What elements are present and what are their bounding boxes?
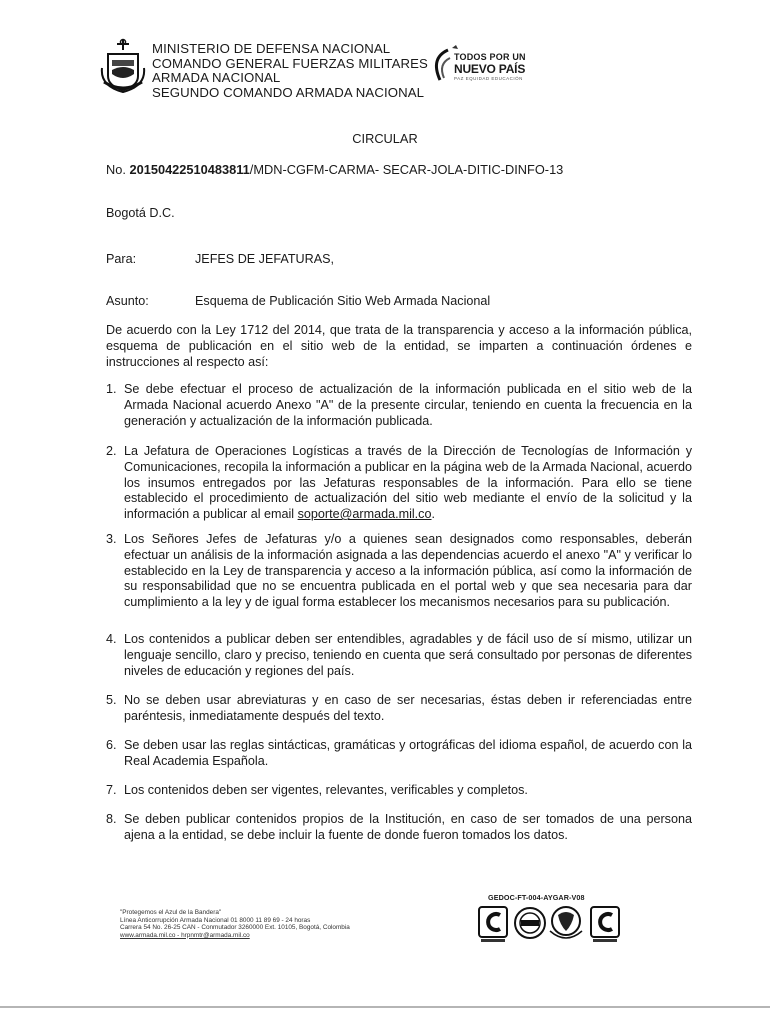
- number-radicado: 20150422510483811: [129, 162, 250, 177]
- item-text-block: [124, 444, 692, 523]
- city-date: Bogotá D.C.: [106, 206, 175, 220]
- para-value: JEFES DE JEFATURAS,: [195, 252, 335, 266]
- item-number: 3.: [106, 532, 117, 546]
- item-number: 2.: [106, 444, 117, 458]
- header-line: ARMADA NACIONAL: [152, 70, 281, 86]
- certification-seal-icon: [588, 903, 624, 947]
- item-number: 6.: [106, 738, 117, 752]
- institution-header: [152, 42, 428, 100]
- number-prefix: No.: [106, 162, 130, 177]
- list-item: [106, 812, 692, 844]
- certification-seal-icon: [512, 903, 548, 947]
- scan-edge-line: [0, 1006, 770, 1008]
- header-line: COMANDO GENERAL FUERZAS MILITARES: [152, 55, 428, 71]
- document-number: [106, 162, 563, 177]
- item-text: Se deben usar las reglas sintácticas, gramáticas y ortográficas del idioma español, de acuerdo con la Real Academia Española.: [124, 738, 692, 768]
- item-text: Los contenidos deben ser vigentes, relevantes, verificables y completos.: [124, 783, 528, 797]
- brand-name: NUEVO PAÍS: [454, 62, 526, 76]
- footer-line: Carrera 54 No. 26-25 CAN - Conmutador 3260000 Ext. 10105, Bogotá, Colombia: [120, 924, 350, 932]
- list-item: [106, 532, 692, 611]
- list-item: [106, 632, 692, 679]
- item-number: 4.: [106, 632, 117, 646]
- footer-line: "Protegemos el Azul de la Bandera": [120, 909, 222, 916]
- header-line: SEGUNDO COMANDO ARMADA NACIONAL: [152, 84, 425, 100]
- certification-seal-icon: [548, 903, 584, 947]
- asunto-value: Esquema de Publicación Sitio Web Armada Nacional: [195, 294, 491, 308]
- item-text: Los contenidos a publicar deben ser entendibles, agradables y de fácil uso de sí mismo, utilizar un lenguaje sencillo, claro y preciso, teniendo en cuenta que será consultado por personas de diferentes niveles de educación y regiones del país.: [124, 632, 692, 678]
- item-text: Se deben publicar contenidos propios de la Institución, en caso de ser tomados de una persona ajena a la entidad, se debe incluir la fuente de donde fueron tomados los datos.: [124, 812, 692, 842]
- item-text: Se debe efectuar el proceso de actualización de la información publicada en el sitio web de la Armada Nacional acuerdo Anexo "A" de la presente circular, teniendo en cuenta la frecuencia en la generación y actualización de la información publicada.: [124, 382, 692, 428]
- document-code: GEDOC-FT-004-AYGAR-V08: [488, 893, 585, 902]
- item-number: 7.: [106, 783, 117, 797]
- item-text: Los Señores Jefes de Jefaturas y/o a quienes sean designados como responsables, deberán efectuar un análisis de la información asignada a las dependencias acuerdo el anexo "A" y verificar lo establecido en la Ley de transparencia y acceso a la información pública, así como la información de su responsabilidad que no se encuentra publicada en el portal web y que sea necesaria para dar cumplimiento a la ley y de igual forma establecer los mecanismos necesarios para su publicación.: [124, 532, 692, 610]
- list-item: [106, 738, 692, 770]
- item-number: 5.: [106, 693, 117, 707]
- certification-seal-icon: [476, 903, 512, 947]
- asunto-label: Asunto:: [106, 294, 149, 308]
- list-item: [106, 382, 692, 429]
- document-title: CIRCULAR: [352, 131, 418, 146]
- footer-line: Línea Anticorrupción Armada Nacional 01 8000 11 89 69 - 24 horas: [120, 916, 311, 924]
- navy-seal-icon: [100, 38, 146, 94]
- intro-paragraph: De acuerdo con la Ley 1712 del 2014, que trata de la transparencia y acceso a la información pública, esquema de publicación en el sitio web de la entidad, se imparten a continuación órdenes e instrucciones al respecto así:: [106, 323, 692, 369]
- item-text-end: .: [431, 507, 435, 522]
- header-line: MINISTERIO DE DEFENSA NACIONAL: [152, 41, 391, 56]
- item-number: 8.: [106, 812, 117, 826]
- footer-contact: [120, 909, 350, 939]
- item-number: 1.: [106, 382, 117, 396]
- item-text: La Jefatura de Operaciones Logísticas a través de la Dirección de Tecnologías de Información y Comunicaciones, recopila la información a publicar en la página web de la Armada Nacional, acuerdo los insumos entregados por las Jefaturas responsables de la información. Para ello se tiene establecido el procedimiento de actualización del sitio web mediante el envío de la solicitud y la información a publicar al email: [124, 444, 692, 522]
- list-item: [106, 444, 692, 523]
- footer-website-link[interactable]: www.armada.mil.co - hrpnmtr@armada.mil.co: [120, 931, 250, 939]
- email-link[interactable]: soporte@armada.mil.co: [297, 507, 432, 522]
- list-item: [106, 783, 692, 799]
- brand-tagline-sub: PAZ EQUIDAD EDUCACIÓN: [454, 76, 523, 81]
- number-reference: /MDN-CGFM-CARMA- SECAR-JOLA-DITIC-DINFO-13: [249, 162, 564, 177]
- list-item: [106, 693, 692, 725]
- item-text: No se deben usar abreviaturas y en caso de ser necesarias, éstas deben ir referenciadas entre paréntesis, inmediatamente después del texto.: [124, 693, 692, 723]
- para-label: Para:: [106, 252, 137, 266]
- brand-tagline-top: TODOS POR UN: [454, 52, 526, 62]
